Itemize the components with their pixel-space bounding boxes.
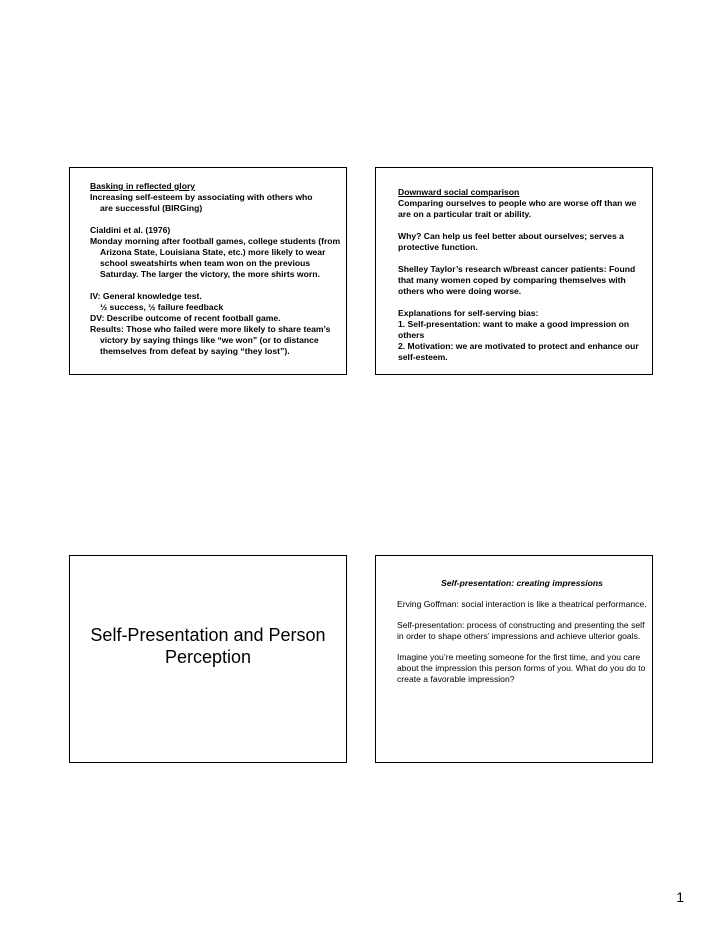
slide-2-explanations-heading: Explanations for self-serving bias: [398,308,539,318]
slide-1-line-1: Increasing self-esteem by associating with others who [90,192,313,202]
slide-1-iv-sub: ½ success, ½ failure feedback [100,302,224,312]
slide-4-content [397,578,647,695]
slide-2-content [398,187,648,363]
slide-2-taylor: Shelley Taylor’s research w/breast cancer patients: Found that many women coped by comparing themselves with others who were doing worse. [398,264,636,296]
slide-3-title: Self-Presentation and Person Perception [90,625,326,667]
slide-2-explanation-2: 2. Motivation: we are motivated to protect and enhance our self-esteem. [398,341,639,362]
slide-1-content [90,181,346,357]
slide-downward-social-comparison [375,167,653,375]
slide-1-heading: Basking in reflected glory [90,181,196,191]
page-number: 1 [676,889,684,905]
slide-1-iv: IV: General knowledge test. [90,291,202,301]
slide-4-paragraph-3: Imagine you’re meeting someone for the first time, and you care about the impression this person forms of you. What do you do to create a favorable impression? [397,652,646,684]
slide-4-paragraph-2: Self-presentation: process of constructing and presenting the self in order to shape others’ impressions and achieve ulterior goals. [397,620,645,641]
slide-1-citation: Cialdini et al. (1976) [90,225,171,235]
slide-4-heading: Self-presentation: creating impressions [441,578,603,588]
slide-title [69,555,347,763]
slide-4-paragraph-1: Erving Goffman: social interaction is like a theatrical performance. [397,599,647,609]
slide-1-paragraph: Monday morning after football games, college students (from Arizona State, Louisiana State, etc.) more likely to wear school sweatshirts when team won on the previous Saturday. The larger the victory, the more shirts worn. [90,236,341,279]
slide-2-explanation-1: 1. Self-presentation: want to make a good impression on others [398,319,630,340]
slide-1-dv: DV: Describe outcome of recent football game. [90,313,281,323]
slide-basking-reflected-glory [69,167,347,375]
slide-1-results: Results: Those who failed were more likely to share team’s victory by saying things like “we won” (or to distance themselves from defeat by saying “they lost”). [90,324,331,356]
slide-self-presentation [375,555,653,763]
slide-2-heading: Downward social comparison [398,187,520,197]
slide-1-line-1b: are successful (BIRGing) [100,203,203,213]
slide-2-definition: Comparing ourselves to people who are worse off than we are on a particular trait or ability. [398,198,637,219]
slide-2-why: Why? Can help us feel better about ourselves; serves a protective function. [398,231,624,252]
